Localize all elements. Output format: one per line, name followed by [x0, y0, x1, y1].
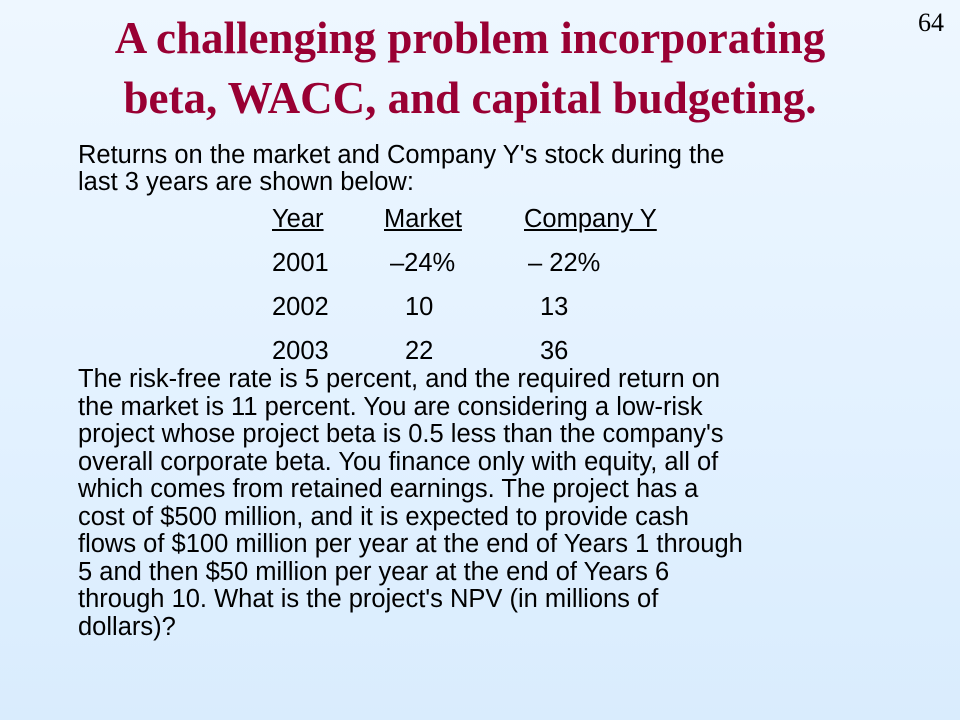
problem-text — [78, 366, 938, 641]
table-row — [0, 293, 960, 337]
header-market: Market — [384, 205, 462, 233]
slide-number: 64 — [918, 8, 944, 37]
intro-line-2: last 3 years are shown below: — [78, 168, 414, 196]
row-market-return: 22 — [405, 337, 434, 365]
header-company-y: Company Y — [524, 205, 657, 233]
row-company-return: 13 — [540, 293, 569, 321]
problem-line: through 10. What is the project's NPV (in millions of — [78, 585, 659, 613]
slide-title — [30, 8, 910, 128]
problem-line: project whose project beta is 0.5 less than the company's — [78, 420, 724, 448]
problem-line: The risk-free rate is 5 percent, and the required return on — [78, 365, 721, 393]
row-year: 2001 — [272, 249, 329, 277]
problem-line: overall corporate beta. You finance only with equity, all of — [78, 447, 719, 476]
problem-line: flows of $100 million per year at the end of Years 1 through — [78, 530, 743, 558]
row-market-return: 10 — [405, 293, 434, 321]
title-line-2: beta, WACC, and capital budgeting. — [123, 73, 817, 123]
row-year: 2002 — [272, 293, 329, 321]
row-market-return: –24% — [390, 249, 456, 277]
title-line-1: A challenging problem incorporating — [114, 13, 826, 63]
problem-line: the market is 11 percent. You are considering a low-risk — [78, 392, 703, 421]
row-year: 2003 — [272, 337, 329, 365]
intro-text — [78, 142, 928, 196]
row-company-return: 36 — [540, 337, 569, 365]
row-company-return: – 22% — [528, 249, 601, 277]
problem-line: which comes from retained earnings. The project has a — [78, 475, 699, 503]
problem-line: cost of $500 million, and it is expected to provide cash — [78, 502, 689, 531]
intro-line-1: Returns on the market and Company Y's stock during the — [78, 141, 725, 169]
problem-line: 5 and then $50 million per year at the end of Years 6 — [78, 557, 670, 586]
table-header-row — [0, 205, 960, 249]
problem-line: dollars)? — [78, 612, 176, 641]
returns-table — [0, 205, 960, 381]
header-year: Year — [272, 205, 324, 233]
table-row — [0, 249, 960, 293]
